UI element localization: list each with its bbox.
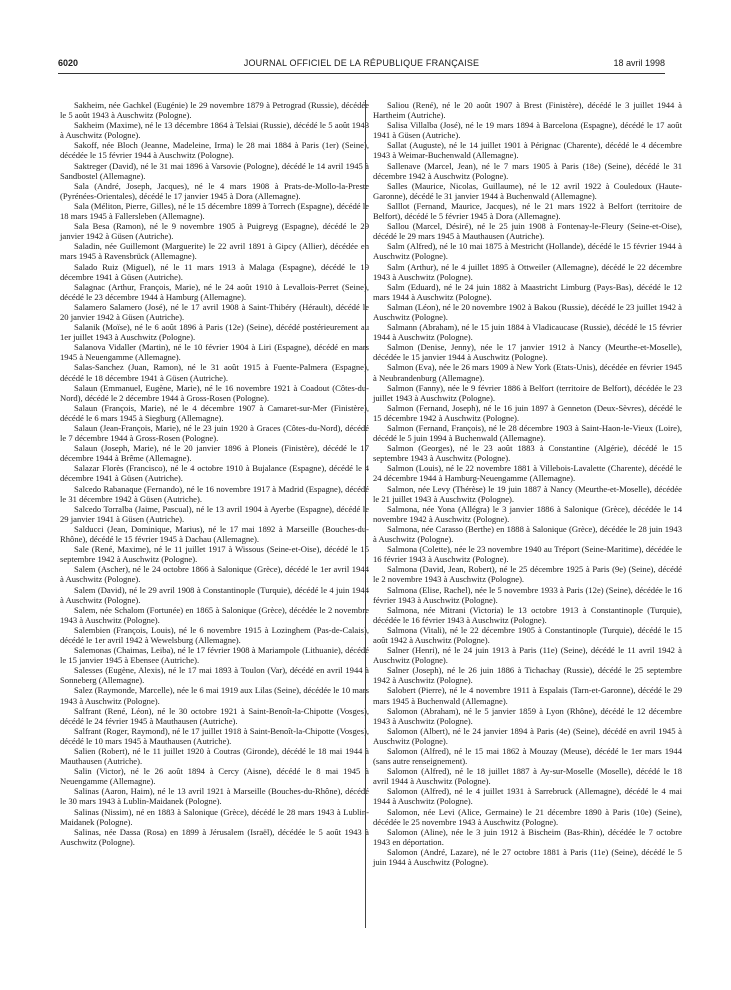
death-record-entry: Saladin, née Guillemont (Marguerite) le 22 avril 1891 à Gipcy (Allier), décédée en mars 1945 à Ravensbrück (Allemagne).: [60, 241, 369, 262]
death-record-entry: Salobert (Pierre), né le 4 novembre 1911 à Espalais (Tarn-et-Garonne), décédé le 29 mars 1945 à Buchenwald (Allemagne).: [373, 685, 682, 706]
death-record-entry: Salinas, née Dassa (Rosa) en 1899 à Jérusalem (Israël), décédée le 5 août 1943 à Auschwitz (Pologne).: [60, 826, 369, 847]
death-record-entry: Sakoff, née Bloch (Jeanne, Madeleine, Irma) le 28 mai 1884 à Paris (1er) (Seine), décédée le 15 février 1944 à Auschwitz (Pologne).: [60, 140, 369, 161]
death-record-entry: Salmona (Colette), née le 23 novembre 1940 au Tréport (Seine-Maritime), décédée le 16 février 1943 à Auschwitz (Pologne).: [373, 544, 682, 565]
death-record-entry: Salesses (Eugène, Alexis), né le 17 mai 1893 à Toulon (Var), décédé en avril 1944 à Sonneberg (Allemagne).: [60, 665, 369, 686]
death-record-entry: Salamero Salamero (José), né le 17 avril 1908 à Saint-Thibéry (Hérault), décédé le 20 janvier 1942 à Güsen (Autriche).: [60, 301, 369, 322]
death-record-entry: Salcedo Torralba (Jaime, Pascual), né le 13 avril 1904 à Ayerbe (Espagne), décédé le 29 janvier 1941 à Güsen (Autriche).: [60, 503, 369, 524]
death-record-entry: Salmona, née Carasso (Berthe) en 1888 à Salonique (Grèce), décédée le 28 juin 1943 à Auschwitz (Pologne).: [373, 523, 682, 545]
death-record-entry: Salomon, née Levi (Alice, Germaine) le 21 décembre 1890 à Paris (10e) (Seine), décédée le 25 novembre 1943 à Auschwitz (Pologne).: [373, 806, 682, 827]
death-record-entry: Salinas (Nissim), né en 1883 à Salonique (Grèce), décédé le 28 mars 1943 à Lublin-Maidanek (Pologne).: [60, 806, 369, 827]
death-record-entry: Salinas (Aaron, Haim), né le 13 avril 1921 à Marseille (Bouches-du-Rhône), décédé le 30 mars 1943 à Lublin-Maidanek (Pologne).: [60, 786, 369, 807]
death-record-entry: Salado Ruiz (Miguel), né le 11 mars 1913 à Malaga (Espagne), décédé le 19 décembre 1941 à Güsen (Autriche).: [60, 261, 369, 282]
page-number: 6020: [58, 58, 79, 68]
death-record-entry: Salomon (Alfred), né le 18 juillet 1887 à Ay-sur-Moselle (Moselle), décédé le 18 avril 1944 à Auschwitz (Pologne).: [373, 766, 682, 787]
death-record-entry: Sala (André, Joseph, Jacques), né le 4 mars 1908 à Prats-de-Mollo-la-Preste (Pyrénées-Orientales), décédé le 17 janvier 1945 à Dora (Allemagne).: [60, 180, 369, 201]
death-record-entry: Salem (Ascher), né le 24 octobre 1866 à Salonique (Grèce), décédé le 1er avril 1944 à Auschwitz (Pologne).: [60, 564, 369, 585]
header-rule: [58, 73, 665, 74]
death-record-entry: Salem (David), né le 29 avril 1908 à Constantinople (Turquie), décédé le 4 juin 1944 à Auschwitz (Pologne).: [60, 584, 369, 605]
death-record-entry: Salm (Alfred), né le 10 mai 1875 à Mestricht (Hollande), décédé le 15 février 1944 à Auschwitz (Pologne).: [373, 241, 682, 262]
death-record-entry: Sakheim (Maxime), né le 13 décembre 1864 à Telsiai (Russie), décédé le 5 août 1943 à Auschwitz (Pologne).: [60, 120, 369, 141]
death-record-entry: Salmon (Georges), né le 23 août 1883 à Constantine (Algérie), décédé le 15 septembre 1943 à Auschwitz (Pologne).: [373, 443, 682, 464]
death-record-entry: Salaun (Jean-François, Marie), né le 23 juin 1920 à Graces (Côtes-du-Nord), décédé le 7 décembre 1944 à Gross-Rosen (Pologne).: [60, 423, 369, 444]
death-record-entry: Salfrant (René, Léon), né le 30 octobre 1921 à Saint-Benoît-la-Chipotte (Vosges), décédé le 24 février 1945 à Mauthausen (Autriche).: [60, 705, 369, 726]
death-record-entry: Salomon (Albert), né le 24 janvier 1894 à Paris (4e) (Seine), décédé en avril 1945 à Auschwitz (Pologne).: [373, 725, 682, 746]
left-column: [60, 100, 369, 847]
journal-title: JOURNAL OFFICIEL DE LA RÉPUBLIQUE FRANÇAISE: [243, 58, 480, 68]
death-record-entry: Sala Besa (Ramon), né le 9 novembre 1905 à Puigreyg (Espagne), décédé le 29 janvier 1942 à Güsen (Autriche).: [60, 221, 369, 242]
death-record-entry: Sallenave (Marcel, Jean), né le 7 mars 1905 à Paris (18e) (Seine), décédé le 31 décembre 1942 à Auschwitz (Pologne).: [373, 160, 682, 181]
death-record-entry: Salomon (André, Lazare), né le 27 octobre 1881 à Paris (11e) (Seine), décédé le 5 juin 1944 à Auschwitz (Pologne).: [373, 846, 682, 868]
death-record-entry: Salmon (Louis), né le 22 novembre 1881 à Villebois-Lavalette (Charente), décédé le 24 décembre 1944 à Hamburg-Neuengamme (Allemagne).: [373, 463, 682, 484]
death-record-entry: Salfrant (Roger, Raymond), né le 17 juillet 1918 à Saint-Benoît-la-Chipotte (Vosges), décédé le 10 mars 1945 à Mauthausen (Autriche).: [60, 725, 369, 746]
death-record-entry: Salmon (Eva), née le 26 mars 1909 à New York (Etats-Unis), décédée en février 1945 à Neubrandenburg (Allemagne).: [373, 362, 682, 383]
death-record-entry: Salmona (Elise, Rachel), née le 5 novembre 1933 à Paris (12e) (Seine), décédée le 16 février 1943 à Auschwitz (Pologne).: [373, 584, 682, 605]
death-record-entry: Salles (Maurice, Nicolas, Guillaume), né le 12 avril 1922 à Couledoux (Haute-Garonne), décédé le 31 janvier 1944 à Buchenwald (Allemagne).: [373, 180, 682, 201]
death-record-entry: Salomon (Aline), née le 3 juin 1912 à Bischeim (Bas-Rhin), décédée le 7 octobre 1943 en déportation.: [373, 826, 682, 847]
death-record-entry: Saliou (René), né le 20 août 1907 à Brest (Finistère), décédé le 3 juillet 1944 à Hartheim (Autriche).: [373, 100, 682, 121]
death-record-entry: Salembien (François, Louis), né le 6 novembre 1915 à Lozinghem (Pas-de-Calais), décédé le 1er avril 1942 à Wewelsburg (Allemagne).: [60, 624, 369, 645]
death-record-entry: Salisa Villalba (José), né le 19 mars 1894 à Barcelona (Espagne), décédé le 17 août 1941 à Güsen (Autriche).: [373, 120, 682, 141]
death-record-entry: Salmon (Fanny), née le 9 février 1886 à Belfort (territoire de Belfort), décédée le 23 juillet 1943 à Auschwitz (Pologne).: [373, 382, 682, 403]
death-record-entry: Salagnac (Arthur, François, Marie), né le 24 août 1910 à Levallois-Perret (Seine), décédé le 23 décembre 1944 à Hamburg (Allemagne).: [60, 281, 369, 302]
death-record-entry: Salcedo Rabanaque (Fernando), né le 16 novembre 1917 à Madrid (Espagne), décédé le 31 décembre 1942 à Güsen (Autriche).: [60, 483, 369, 504]
death-record-entry: Salomon (Alfred), né le 4 juillet 1931 à Sarrebruck (Allemagne), décédé le 4 mai 1944 à Auschwitz (Pologne).: [373, 786, 682, 807]
death-record-entry: Salmon (Fernand, François), né le 28 décembre 1903 à Saint-Haon-le-Vieux (Loire), décédé le 5 juin 1994 à Buchenwald (Allemagne).: [373, 423, 682, 444]
issue-date: 18 avril 1998: [613, 58, 665, 68]
page-header: [58, 58, 665, 72]
death-record-entry: Sala (Méliton, Pierre, Gilles), né le 15 décembre 1899 à Torrech (Espagne), décédé le 18 mars 1945 à Fallersleben (Allemagne).: [60, 200, 369, 222]
death-record-entry: Sallat (Auguste), né le 14 juillet 1901 à Pérignac (Charente), décédé le 4 décembre 1943 à Weimar-Buchenwald (Allemagne).: [373, 140, 682, 161]
death-record-entry: Salez (Raymonde, Marcelle), née le 6 mai 1919 aux Lilas (Seine), décédée le 10 mars 1943 à Auschwitz (Pologne).: [60, 685, 369, 706]
death-record-entry: Salm (Arthur), né le 4 juillet 1895 à Ottweiler (Allemagne), décédé le 22 décembre 1943 à Auschwitz (Pologne).: [373, 261, 682, 282]
death-record-entry: Salmon (Denise, Jenny), née le 17 janvier 1912 à Nancy (Meurthe-et-Moselle), décédée le 15 janvier 1944 à Auschwitz (Pologne).: [373, 342, 682, 363]
death-record-entry: Salaun (Emmanuel, Eugène, Marie), né le 16 novembre 1921 à Coadout (Côtes-du-Nord), décédé le 2 décembre 1944 à Gross-Rosen (Pologne).: [60, 382, 369, 403]
death-record-entry: Salomon (Abraham), né le 5 janvier 1859 à Lyon (Rhône), décédé le 12 décembre 1943 à Auschwitz (Pologne).: [373, 705, 682, 726]
death-record-entry: Salllot (Fernand, Maurice, Jacques), né le 21 mars 1922 à Belfort (territoire de Belfort), décédé le 5 février 1945 à Dora (Allemagne).: [373, 200, 682, 222]
death-record-entry: Salas-Sanchez (Juan, Ramon), né le 31 août 1915 à Fuente-Palmera (Espagne), décédé le 18 décembre 1941 à Güsen (Autriche).: [60, 362, 369, 383]
death-record-entry: Salazar Florès (Francisco), né le 4 octobre 1910 à Bujalance (Espagne), décédé le 4 décembre 1941 à Güsen (Autriche).: [60, 463, 369, 484]
death-record-entry: Salmann (Abraham), né le 15 juin 1884 à Vladicaucase (Russie), décédé le 15 février 1944 à Auschwitz (Pologne).: [373, 322, 682, 343]
death-record-entry: Salanik (Moïse), né le 6 août 1896 à Paris (12e) (Seine), décédé postérieurement au 1er juillet 1943 à Auschwitz (Pologne).: [60, 322, 369, 343]
death-record-entry: Salmona (David, Jean, Robert), né le 25 décembre 1925 à Paris (9e) (Seine), décédé le 2 novembre 1943 à Auschwitz (Pologne).: [373, 564, 682, 585]
death-record-entry: Salmon, née Levy (Thérèse) le 19 juin 1887 à Nancy (Meurthe-et-Moselle), décédée le 21 juillet 1943 à Auschwitz (Pologne).: [373, 483, 682, 504]
column-divider: [365, 100, 366, 928]
death-record-entry: Salmona, née Yona (Allégra) le 3 janvier 1886 à Salonique (Grèce), décédée le 14 novembre 1942 à Auschwitz (Pologne).: [373, 503, 682, 524]
death-record-entry: Salmona (Vitali), né le 22 décembre 1905 à Constantinople (Turquie), décédé le 15 août 1942 à Auschwitz (Pologne).: [373, 624, 682, 645]
death-record-entry: Salmona, née Mitrani (Victoria) le 13 octobre 1913 à Constantinople (Turquie), décédée le 16 février 1943 à Auschwitz (Pologne).: [373, 604, 682, 625]
death-record-entry: Salman (Léon), né le 20 novembre 1902 à Bakou (Russie), décédé le 23 juillet 1942 à Auschwitz (Pologne).: [373, 301, 682, 322]
death-record-entry: Salemonas (Chaimas, Leiba), né le 17 février 1908 à Mariampole (Lithuanie), décédé le 15 janvier 1945 à Ebensee (Autriche).: [60, 645, 369, 666]
death-record-entry: Salem, née Schalom (Fortunée) en 1865 à Salonique (Grèce), décédée le 2 novembre 1943 à Auschwitz (Pologne).: [60, 604, 369, 625]
death-record-entry: Salaun (François, Marie), né le 4 décembre 1907 à Camaret-sur-Mer (Finistère), décédé le 6 mars 1945 à Siegburg (Allemagne).: [60, 402, 369, 423]
death-record-entry: Salin (Victor), né le 26 août 1894 à Cercy (Aisne), décédé le 8 mai 1945 à Neuengamme (Allemagne).: [60, 766, 369, 787]
death-record-entry: Salien (Robert), né le 11 juillet 1920 à Coutras (Gironde), décédé le 18 mai 1944 à Mauthausen (Autriche).: [60, 746, 369, 767]
death-record-entry: Saktreger (David), né le 31 mai 1896 à Varsovie (Pologne), décédé le 14 avril 1945 à Sandbostel (Allemagne).: [60, 160, 369, 181]
death-record-entry: Salmon (Fernand, Joseph), né le 16 juin 1897 à Genneton (Deux-Sèvres), décédé le 15 décembre 1942 à Auschwitz (Pologne).: [373, 402, 682, 423]
death-record-entry: Salner (Joseph), né le 26 juin 1886 à Tichachay (Russie), décédé le 25 septembre 1942 à Auschwitz (Pologne).: [373, 665, 682, 686]
death-record-entry: Salducci (Jean, Dominique, Marius), né le 17 mai 1892 à Marseille (Bouches-du-Rhône), décédé le 15 février 1945 à Dachau (Allemagne).: [60, 523, 369, 545]
death-record-entry: Salm (Eduard), né le 24 juin 1882 à Maastricht Limburg (Pays-Bas), décédé le 12 mars 1944 à Auschwitz (Pologne).: [373, 281, 682, 302]
right-column: [373, 100, 682, 867]
death-record-entry: Sale (René, Maxime), né le 11 juillet 1917 à Wissous (Seine-et-Oise), décédé le 15 septembre 1942 à Auschwitz (Pologne).: [60, 544, 369, 565]
death-record-entry: Sallou (Marcel, Désiré), né le 25 juin 1908 à Fontenay-le-Fleury (Seine-et-Oise), décédé le 29 mars 1945 à Mauthausen (Autriche).: [373, 221, 682, 242]
death-record-entry: Salomon (Alfred), né le 15 mai 1862 à Mouzay (Meuse), décédé le 1er mars 1944 (sans autre renseignement).: [373, 746, 682, 767]
death-record-entry: Salanova Vidaller (Martin), né le 10 février 1904 à Liri (Espagne), décédé en mars 1945 à Neuengamme (Allemagne).: [60, 342, 369, 363]
death-record-entry: Salner (Henri), né le 24 juin 1913 à Paris (11e) (Seine), décédé le 11 avril 1942 à Auschwitz (Pologne).: [373, 645, 682, 666]
death-record-entry: Sakheim, née Gachkel (Eugénie) le 29 novembre 1879 à Petrograd (Russie), décédée le 5 août 1943 à Auschwitz (Pologne).: [60, 100, 369, 121]
death-record-entry: Salaun (Joseph, Marie), né le 20 janvier 1896 à Ploneis (Finistère), décédé le 17 décembre 1944 à Brême (Allemagne).: [60, 443, 369, 464]
